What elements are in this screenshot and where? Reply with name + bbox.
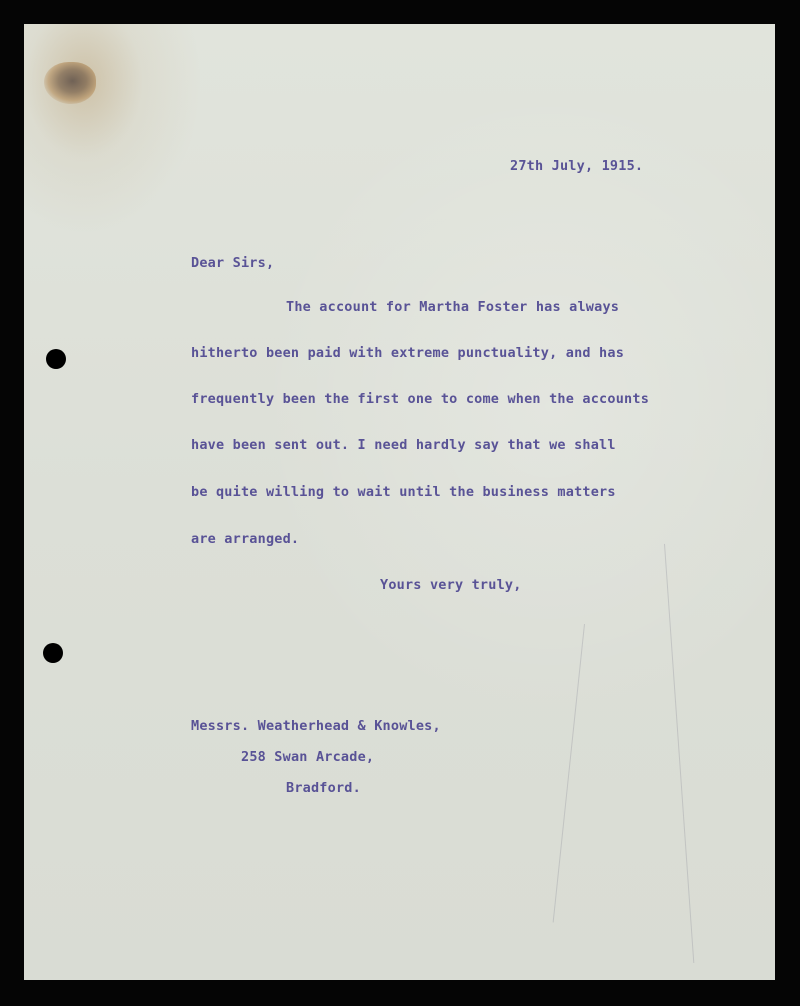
- paper-crease: [664, 544, 694, 963]
- body-line: are arranged.: [191, 531, 300, 547]
- recipient-name: Messrs. Weatherhead & Knowles,: [191, 718, 441, 734]
- body-line: frequently been the first one to come when the accounts: [191, 391, 650, 407]
- punch-hole: [46, 349, 66, 369]
- letter-page: [24, 24, 775, 980]
- body-line: have been sent out. I need hardly say that we shall: [191, 437, 616, 453]
- body-line: hitherto been paid with extreme punctuality, and has: [191, 345, 625, 361]
- body-line: The account for Martha Foster has always: [286, 299, 620, 315]
- closing: Yours very truly,: [380, 577, 522, 593]
- rust-stain: [44, 62, 96, 104]
- salutation: Dear Sirs,: [191, 255, 275, 271]
- body-line: be quite willing to wait until the business matters: [191, 484, 616, 500]
- recipient-street: 258 Swan Arcade,: [241, 749, 375, 765]
- recipient-city: Bradford.: [286, 780, 361, 796]
- punch-hole: [43, 643, 63, 663]
- paper-crease: [553, 624, 585, 922]
- letter-date: 27th July, 1915.: [510, 158, 644, 174]
